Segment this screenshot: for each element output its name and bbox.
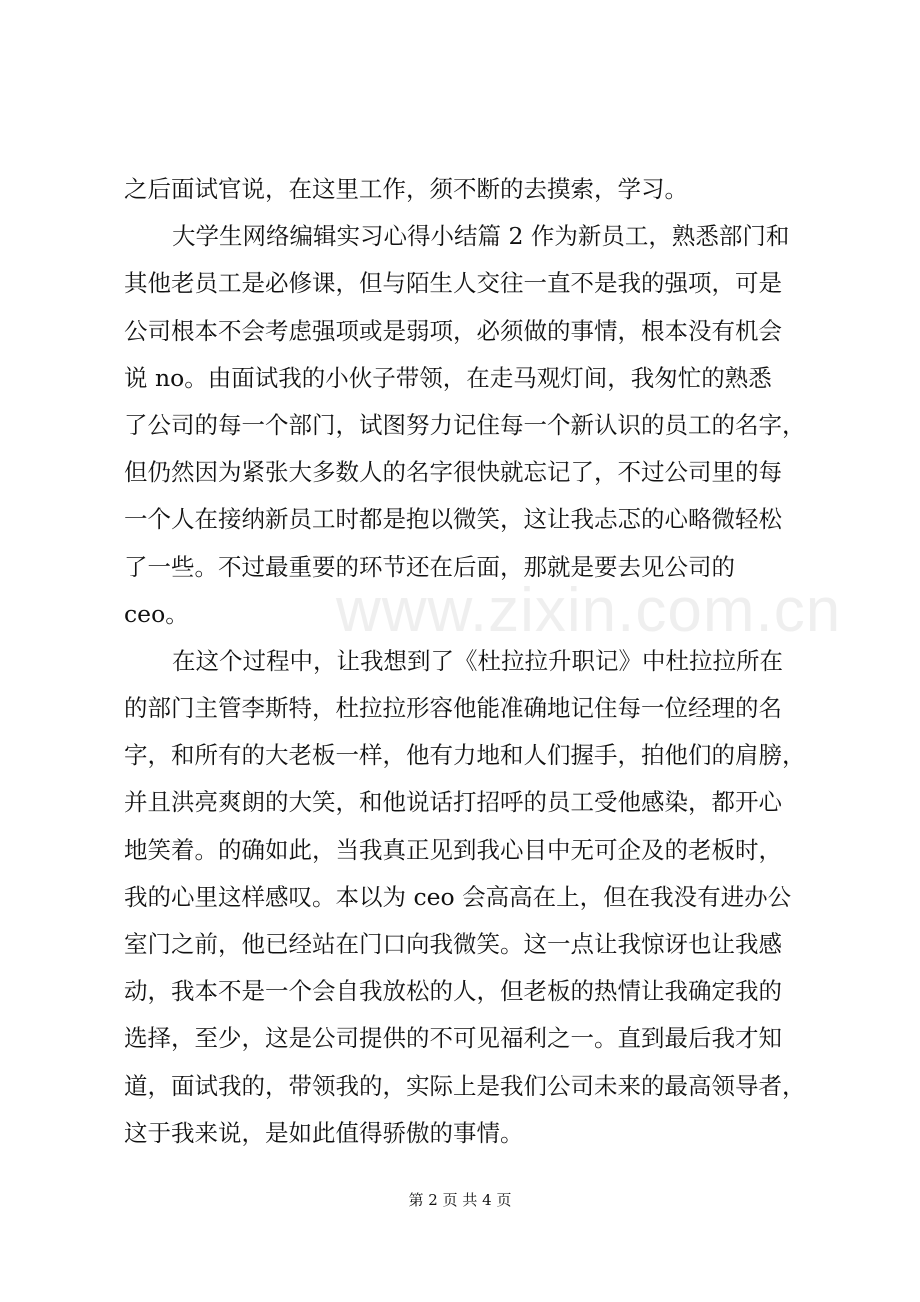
text-line: 道，面试我的，带领我的，实际上是我们公司未来的最高领导者， [124,1071,806,1100]
text-line: 选择，至少，这是公司提供的不可见福利之一。直到最后我才知 [124,1024,782,1053]
text-line: 说 no。由面试我的小伙子带领，在走马观灯间，我匆忙的熟悉 [124,363,772,392]
text-line: 动，我本不是一个会自我放松的人，但老板的热情让我确定我的 [124,977,782,1006]
text-line: 字，和所有的大老板一样，他有力地和人们握手，拍他们的肩膀， [124,741,806,770]
text-line: 了一些。不过最重要的环节还在后面，那就是要去见公司的 [124,552,735,581]
document-body [124,166,804,1157]
text-line: 这于我来说，是如此值得骄傲的事情。 [124,1118,524,1147]
text-line: 但仍然因为紧张大多数人的名字很快就忘记了，不过公司里的每 [124,458,782,487]
text-line: 并且洪亮爽朗的大笑，和他说话打招呼的员工受他感染，都开心 [124,788,782,817]
text-line: 公司根本不会考虑强项或是弱项，必须做的事情，根本没有机会 [124,316,782,345]
paragraph-start-line: 大学生网络编辑实习心得小结篇 2 作为新员工，熟悉部门和 [172,222,790,251]
text-line: 一个人在接纳新员工时都是抱以微笑，这让我忐忑的心略微轻松 [124,505,782,534]
paragraph-start-line: 在这个过程中，让我想到了《杜拉拉升职记》中杜拉拉所在 [172,646,783,675]
page-number-footer: 第 2 页 共 4 页 [408,1191,512,1209]
text-line: ceo。 [124,599,189,628]
text-line: 了公司的每一个部门，试图努力记住每一个新认识的员工的名字， [124,410,806,439]
text-line: 地笑着。的确如此，当我真正见到我心目中无可企及的老板时， [124,835,782,864]
text-line: 我的心里这样感叹。本以为 ceo 会高高在上，但在我没有进办公 [124,882,792,911]
text-line: 之后面试官说，在这里工作，须不断的去摸索，学习。 [124,175,688,203]
text-line: 其他老员工是必修课，但与陌生人交往一直不是我的强项，可是 [124,269,782,298]
text-line: 的部门主管李斯特，杜拉拉形容他能准确地记住每一位经理的名 [124,694,782,723]
text-line: 室门之前，他已经站在门口向我微笑。这一点让我惊讶也让我感 [124,930,782,958]
watermark: www.zixin.com.cn [336,576,842,645]
